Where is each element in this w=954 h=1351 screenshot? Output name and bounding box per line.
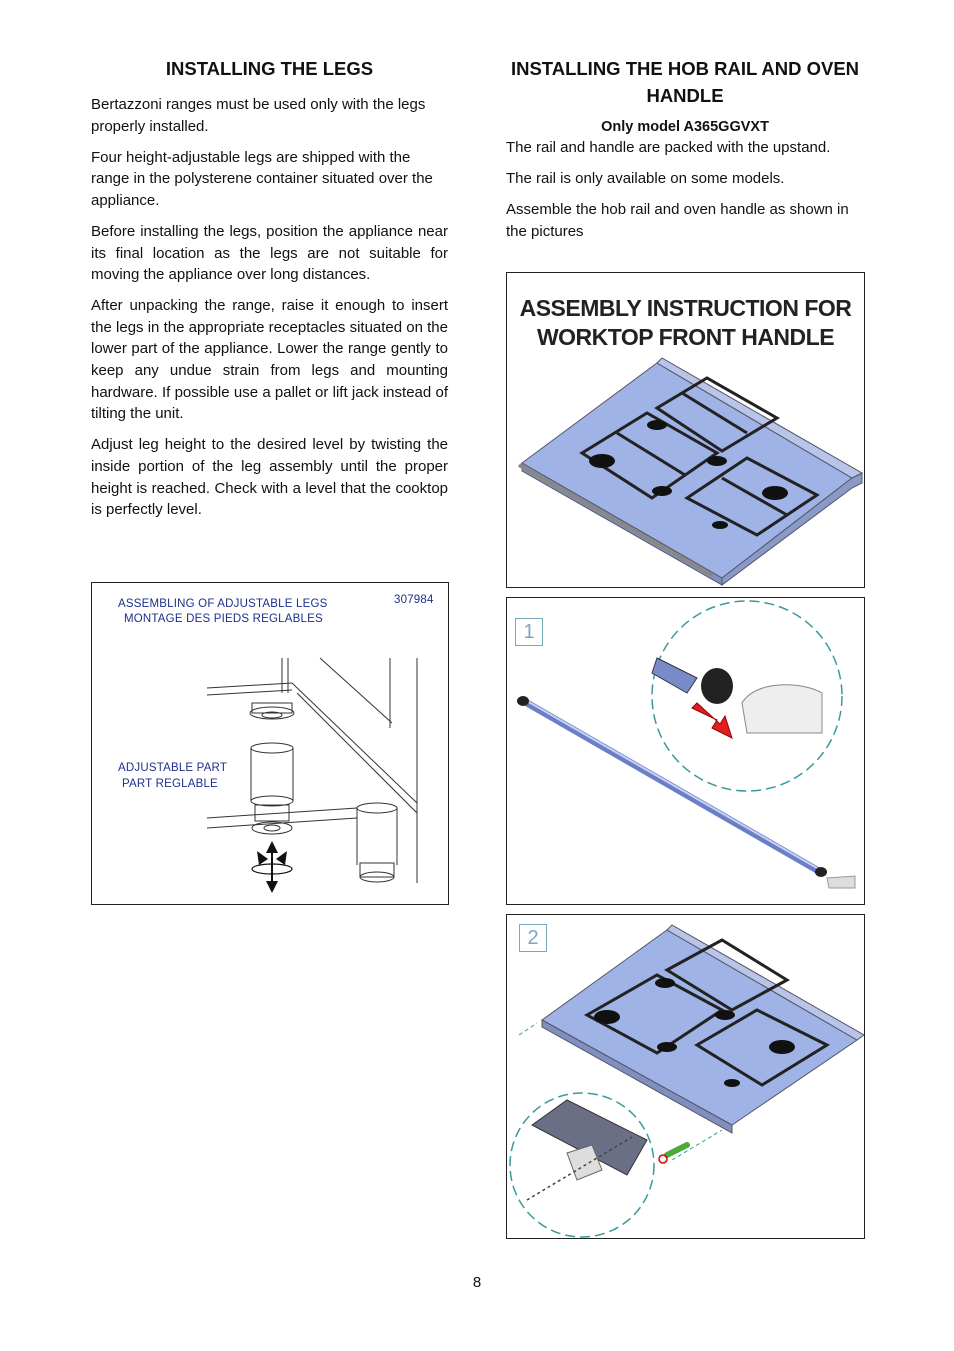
model-subheading: Only model A365GGVXT <box>601 119 769 135</box>
rail-heading: INSTALLING THE HOB RAIL AND OVEN HANDLE <box>510 58 860 106</box>
rail-drawing <box>507 598 864 904</box>
hob-drawing-2 <box>507 915 864 1238</box>
legs-heading: INSTALLING THE LEGS <box>165 58 374 79</box>
legs-figure-title-en: ASSEMBLING OF ADJUSTABLE LEGS <box>118 598 328 610</box>
rail-paragraph-1: The rail and handle are packed with the upstand. <box>506 139 831 156</box>
right-column <box>506 55 864 252</box>
page-number: 8 <box>472 1274 482 1291</box>
legs-paragraph-5: Adjust leg height to the desired level by twisting the inside portion of the leg assembly until the proper height is reached. Check with a level that the cooktop is perfectly level. <box>91 436 448 519</box>
legs-drawing <box>92 583 448 904</box>
legs-figure-code: 307984 <box>394 594 434 606</box>
left-column <box>91 55 448 530</box>
assembly-title-line1: ASSEMBLY INSTRUCTION FOR <box>519 295 852 321</box>
legs-paragraph-1: Bertazzoni ranges must be used only with the legs properly installed. <box>91 96 426 135</box>
hob-drawing-1 <box>507 273 864 587</box>
assembly-figure-step2 <box>506 914 865 1239</box>
assembly-figure-title <box>506 272 865 588</box>
rail-paragraph-2: The rail is only available on some models. <box>506 170 785 188</box>
step1-number: 1 <box>515 618 543 646</box>
step2-number: 2 <box>519 924 547 952</box>
rail-paragraph-3: Assemble the hob rail and oven handle as shown in the pictures <box>506 201 849 240</box>
assembly-title-line2: WORKTOP FRONT HANDLE <box>536 324 835 350</box>
legs-paragraph-4: After unpacking the range, raise it enough to insert the legs in the appropriate receptacles situated on the lower part of the appliance. Lower the range gently to keep any undue strain from legs and mounting hardware. If possible use a pallet or lift jack instead of tilting the unit. <box>91 297 448 423</box>
assembly-figure-step1 <box>506 597 865 905</box>
legs-figure-label-en: ADJUSTABLE PART <box>118 762 228 774</box>
legs-paragraph-3: Before installing the legs, position the appliance near its final location as the legs are not suitable for moving the appliance over long distances. <box>91 222 448 284</box>
legs-figure-title-fr: MONTAGE DES PIEDS REGLABLES <box>124 613 323 625</box>
legs-paragraph-2: Four height-adjustable legs are shipped with the range in the polysterene container situated over the appliance. <box>91 148 433 209</box>
legs-figure-label-fr: PART REGLABLE <box>122 778 218 790</box>
legs-figure <box>91 582 449 905</box>
